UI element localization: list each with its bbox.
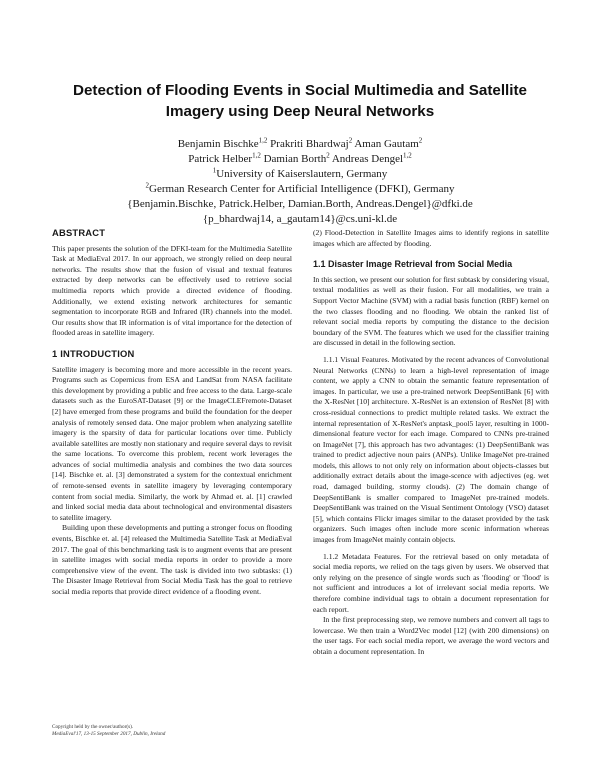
venue-line: MediaEval'17, 13-15 September 2017, Dublin, Ireland xyxy=(52,731,166,737)
affiliation-text: German Research Center for Artificial Intelligence (DFKI), Germany xyxy=(149,183,455,195)
affiliation-mark: 2 xyxy=(145,181,150,190)
visual-features-paragraph: 1.1.1 Visual Features. Motivated by the recent advances of Convolutional Neural Networks (CNNs) to learn a high-level representation of image content, we apply a CNN to obtain the semantic feature representation of images. In particular, we use a pre-trained network DeepSentiBank [6] with the X-ResNet [10] architecture. X-ResNet is an extension of ResNet [8] with cross-residual connections to predict multiple related tasks. We extract the internal representation of X-ResNet's anptask_pool5 layer, resulting in 1000-dimensional feature vector for each image. Compared to CNNs pre-trained on ImageNet [7], this approach has two advantages: (1) DeepSentiBank was trained to predict adjective noun pairs (ANPs). Unlike ImageNet pre-trained models, this allows to not only rely on information about objects-classes but additionally extract details about the image-scence with adjectives (eg. wet road, damaged building, stormy clouds). (2) The domain change of DeepSentiBank is smaller compared to ImageNet pre-trained models. DeepSentiBank was trained on the Visual Sentiment Ontology (VSO) dataset [5], which contains Flickr images similar to the dataset provided by the task organizers. Such images often include more scenic information whereas images from ImageNet mainly contain objects. xyxy=(313,354,549,545)
affiliation-mark: 2 xyxy=(326,151,330,160)
copyright-footnote xyxy=(52,724,292,738)
introduction-heading: 1 INTRODUCTION xyxy=(52,347,135,359)
affiliation-mark: 1,2 xyxy=(252,151,261,160)
author-name: Benjamin Bischke xyxy=(177,138,259,150)
left-column xyxy=(52,228,292,598)
affiliation-text: University of Kaiserslautern, Germany xyxy=(216,168,388,180)
author-name: Aman Gautam xyxy=(354,138,419,150)
title-line-2: Imagery using Deep Neural Networks xyxy=(165,103,435,120)
introduction-paragraph-2: Building upon these developments and putting a stronger focus on flooding events, Bischke et. al. [4] released the Multimedia Satellite Task at MediaEval 2017. The goal of this benchmarking task is to augment events that are present in satellite images with social media reports in order to provide a more comprehensive view of the event. The task is divided into two subtasks: (1) The Disaster Image Retrieval from Social Media Task has the goal to retrieve social media reports that provide direct evidence of a flooding event. xyxy=(52,523,292,596)
copyright-line: Copyright held by the owner/author(s). xyxy=(52,724,134,730)
abstract-text: This paper presents the solution of the DFKI-team for the Multimedia Satellite Task at MediaEval 2017. In our approach, we strongly relied on deep neural networks. The results show that the fusion of visual and textual features extracted by deep networks can be effectively used to retrieve social multimedia reports which provide a directed evidence of flooding. Additionally, we extend existing network architectures for semantic segmentation to incorporate RGB and Infrared (IR) channels into the model. Our results show that IR information is of vital importance for the detection of flooded areas in satellite imagery. xyxy=(52,243,292,338)
affiliation-2 xyxy=(40,182,560,197)
metadata-features-paragraph: 1.1.2 Metadata Features. For the retrieval based on only metadata of social media reports, we relied on the tags given by users. We observed that only relying on the presence of single words such as 'flooding' or 'flood' is not sufficient and introduces a lot of irrelevant social media reports. We therefore combine individual tags to obtain a document representation for each report. xyxy=(313,551,549,614)
right-column xyxy=(313,228,549,658)
author-name: Damian Borth xyxy=(263,153,327,165)
author-name: Patrick Helber xyxy=(188,153,253,165)
abstract-heading: ABSTRACT xyxy=(52,227,106,238)
section-1-1-heading: 1.1 Disaster Image Retrieval from Social Media xyxy=(313,259,513,270)
affiliation-mark: 2 xyxy=(348,136,353,145)
affiliation-mark: 1,2 xyxy=(258,136,268,145)
paper-title xyxy=(40,80,560,122)
title-line-1: Detection of Flooding Events in Social Multimedia and Satellite xyxy=(73,82,527,99)
affiliation-1 xyxy=(40,167,560,182)
affiliation-mark: 1 xyxy=(212,166,217,175)
affiliation-mark: 1,2 xyxy=(403,151,412,160)
introduction-paragraph-1: Satellite imagery is becoming more and more accessible in the recent years. Programs such as Copernicus from ESA and LandSat from NASA facilitate this development by providing a public and free access to the data. Large-scale datasets such as the EuroSAT-Dataset [9] or the ImageCLEFremote-Dataset [2] have emerged from these programs and build the foundation for the deeper analysis of remotely sensed data. One major problem when analyzing satellite imagery is the sparsity of data for particular locations over time. Publicly available satellites are mostly non stationary and require several days to revisit the same locations. To overcome this problem, recent work leverages the advances of social multimedia analysis and combines the two data sources [14]. Bischke et. al. [3] demonstrated a system for the contextual enrichment of remote-sensed events in satellite imagery by leveraging contemporary content from social media. Similarly, the work by Ahmad et. al. [1] crawled and linked social media data about technological and environmental disasters to satellite imagery. xyxy=(52,364,292,522)
preprocessing-paragraph: In the first preprocessing step, we remove numbers and convert all tags to lowercase. We then train a Word2Vec model [12] (with 200 dimensions) on the user tags. For each social media report, we average the word vectors and obtain a document representation. In xyxy=(313,615,549,656)
affiliation-mark: 2 xyxy=(418,136,423,145)
subtask-2-paragraph: (2) Flood-Detection in Satellite Images aims to identify regions in satellite images which are affected by flooding. xyxy=(313,228,549,248)
author-name: Prakriti Bhardwaj xyxy=(270,138,349,150)
email-line-1: {Benjamin.Bischke, Patrick.Helber, Damian.Borth, Andreas.Dengel}@dfki.de xyxy=(127,198,473,210)
email-line-2: {p_bhardwaj14, a_gautam14}@cs.uni-kl.de xyxy=(202,213,398,225)
author-block xyxy=(40,137,560,227)
author-name: Andreas Dengel xyxy=(331,153,404,165)
author-line-2 xyxy=(40,152,560,167)
section-1-1-paragraph: In this section, we present our solution for first subtask by considering visual, textual modalities as well as their fusion. For all modalities, we train a Support Vector Machine (SVM) with a radial basis function (RBF) kernel on the two classes flooding and no flooding. We obtain the ranked list of relevant social media reports by computing the distance to the decision boundary of the SVM. The features which we used for the classifier training are discussed in detail in the following section. xyxy=(313,274,549,348)
author-line-1 xyxy=(40,137,560,152)
